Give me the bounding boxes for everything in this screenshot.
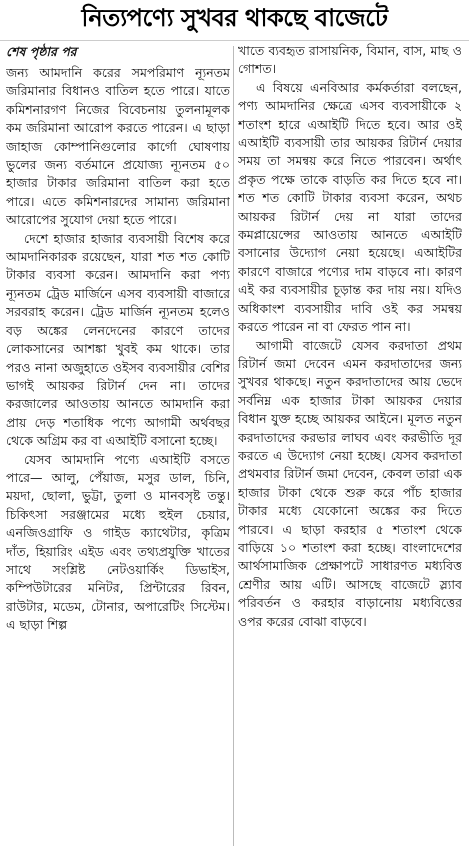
article-body bbox=[0, 42, 469, 852]
column-divider bbox=[233, 46, 234, 846]
paragraph: আগামী বাজেটে যেসব করদাতা প্রথম রিটার্ন জমা দেবেন এমন করদাতাদের জন্য সুখবর থাকছে। নতুন করদাতাদের আয় ভেদে সর্বনিম্ন এক হাজার টাকা আয়কর দেয়ার বিধান যুক্ত হচ্ছে আয়কর আইনে। মূলত নতুন করদাতাদের করভার লাঘব এবং করভীতি দূর করতে এ উদ্যোগ নেয়া হচ্ছে। যেসব করদাতা প্রথমবার রিটার্ন জমা দেবেন, কেবল তারা এক হাজার টাকা থেকে শুরু করে পাঁচ হাজার টাকার মধ্যে যেকোনো অঙ্কের কর দিতে পারবে। এ ছাড়া করহার ৫ শতাংশ থেকে বাড়িয়ে ১০ শতাংশ করা হচ্ছে। বাংলাদেশের আর্থসামাজিক প্রেক্ষাপটে সাধারণত মধ্যবিত্ত শ্রেণীর আয় এটি। আসছে বাজেটে স্ল্যাব পরিবর্তন ও করহার বাড়ানোয় মধ্যবিত্তের ওপর করের বোঝা বাড়বে। bbox=[238, 337, 462, 629]
headline: নিত্যপণ্যে সুখবর থাকছে বাজেটে bbox=[0, 0, 469, 41]
paragraph: দেশে হাজার হাজার ব্যবসায়ী বিশেষ করে আমদানিকারক রয়েছেন, যারা শত শত কোটি টাকার ব্যবসা করেন। আমদানি করা পণ্য ন্যূনতম ট্রেড মার্জিনে এসব ব্যবসায়ী বাজারে সরবরাহ করেন। ট্রেড মার্জিন ন্যূনতম হলেও বড় অঙ্কের লেনদেনের কারণে তাদের লোকসানের আশঙ্কা খুবই কম থাকে। তার পরও নানা অজুহাতে ওইসব ব্যবসায়ীর বেশির ভাগই আয়কর রিটার্ন দেন না। তাদের করজালের আওতায় আনতে আমদানি করা প্রায় দেড় শতাধিক পণ্যে আগামী অর্থবছর থেকে অগ্রিম কর বা এআইটি বসানো হচ্ছে। bbox=[6, 230, 230, 449]
paragraph: জন্য আমদানি করের সমপরিমাণ ন্যূনতম জরিমানার বিধানও বাতিল হতে পারে। যাতে কমিশনারগণ নিজের বিবেচনায় তুলনামূলক কম জরিমানা আরোপ করতে পারেন। এ ছাড়া জাহাজ কোম্পানিগুলোর কার্গো ঘোষণায় ভুলের জন্য বর্তমানে প্রযোজ্য ন্যূনতম ৫০ হাজার টাকার জরিমানা বাতিল করা হতে পারে। এতে কমিশনারদের সামান্য জরিমানা আরোপের সুযোগ দেয়া হতে পারে। bbox=[6, 65, 230, 228]
column-left bbox=[6, 42, 230, 848]
paragraph: যেসব আমদানি পণ্যে এআইটি বসতে পারে— আলু, পেঁয়াজ, মসুর ডাল, চিনি, ময়দা, ছোলা, ভুট্টা, তুলা ও মানবসৃষ্ট তন্তু। চিকিৎসা সরঞ্জামের মধ্যে হুইল চেয়ার, এনজিওগ্রাফি ও গাইড ক্যাথেটার, কৃত্রিম দাঁত, হিয়ারিং এইড এবং তথ্যপ্রযুক্তি খাতের সাথে সংশ্লিষ্ট নেটওয়ার্কিং ডিভাইস, কম্পিউটারের মনিটর, প্রিন্টারের রিবন, রাউটার, মডেম, টোনার, অপারেটিং সিস্টেম। এ ছাড়া শিল্প bbox=[6, 451, 230, 633]
paragraph: এ বিষয়ে এনবিআর কর্মকর্তারা বলছেন, পণ্য আমদানির ক্ষেত্রে এসব ব্যবসায়ীকে ২ শতাংশ হারে এআইটি দিতে হবে। আর ওই এআইটি ব্যবসায়ী তার আয়কর রিটার্ন দেয়ার সময় তা সমন্বয় করে নিতে পারবেন। অর্থাৎ প্রকৃত পক্ষে তাকে বাড়তি কর দিতে হবে না। শত শত কোটি টাকার ব্যবসা করেন, অথচ আয়কর রিটার্ন দেয় না যারা তাদের কমপ্লায়েন্সের আওতায় আনতে এআইটি বসানোর উদ্যোগ নেয়া হয়েছে। এআইটির কারণে বাজারে পণ্যের দাম বাড়বে না। কারণ এই কর ব্যবসায়ীর চূড়ান্ত কর দায় নয়। যদিও অধিকাংশ ব্যবসায়ীর দাবি ওই কর সমন্বয় করতে পারেন না বা ফেরত পান না। bbox=[238, 79, 462, 335]
paragraph: খাতে ব্যবহৃত রাসায়নিক, বিমান, বাস, মাছ ও গোশত। bbox=[238, 43, 462, 77]
column-right bbox=[238, 42, 462, 848]
continued-from-label: শেষ পৃষ্ঠার পর bbox=[6, 44, 77, 59]
